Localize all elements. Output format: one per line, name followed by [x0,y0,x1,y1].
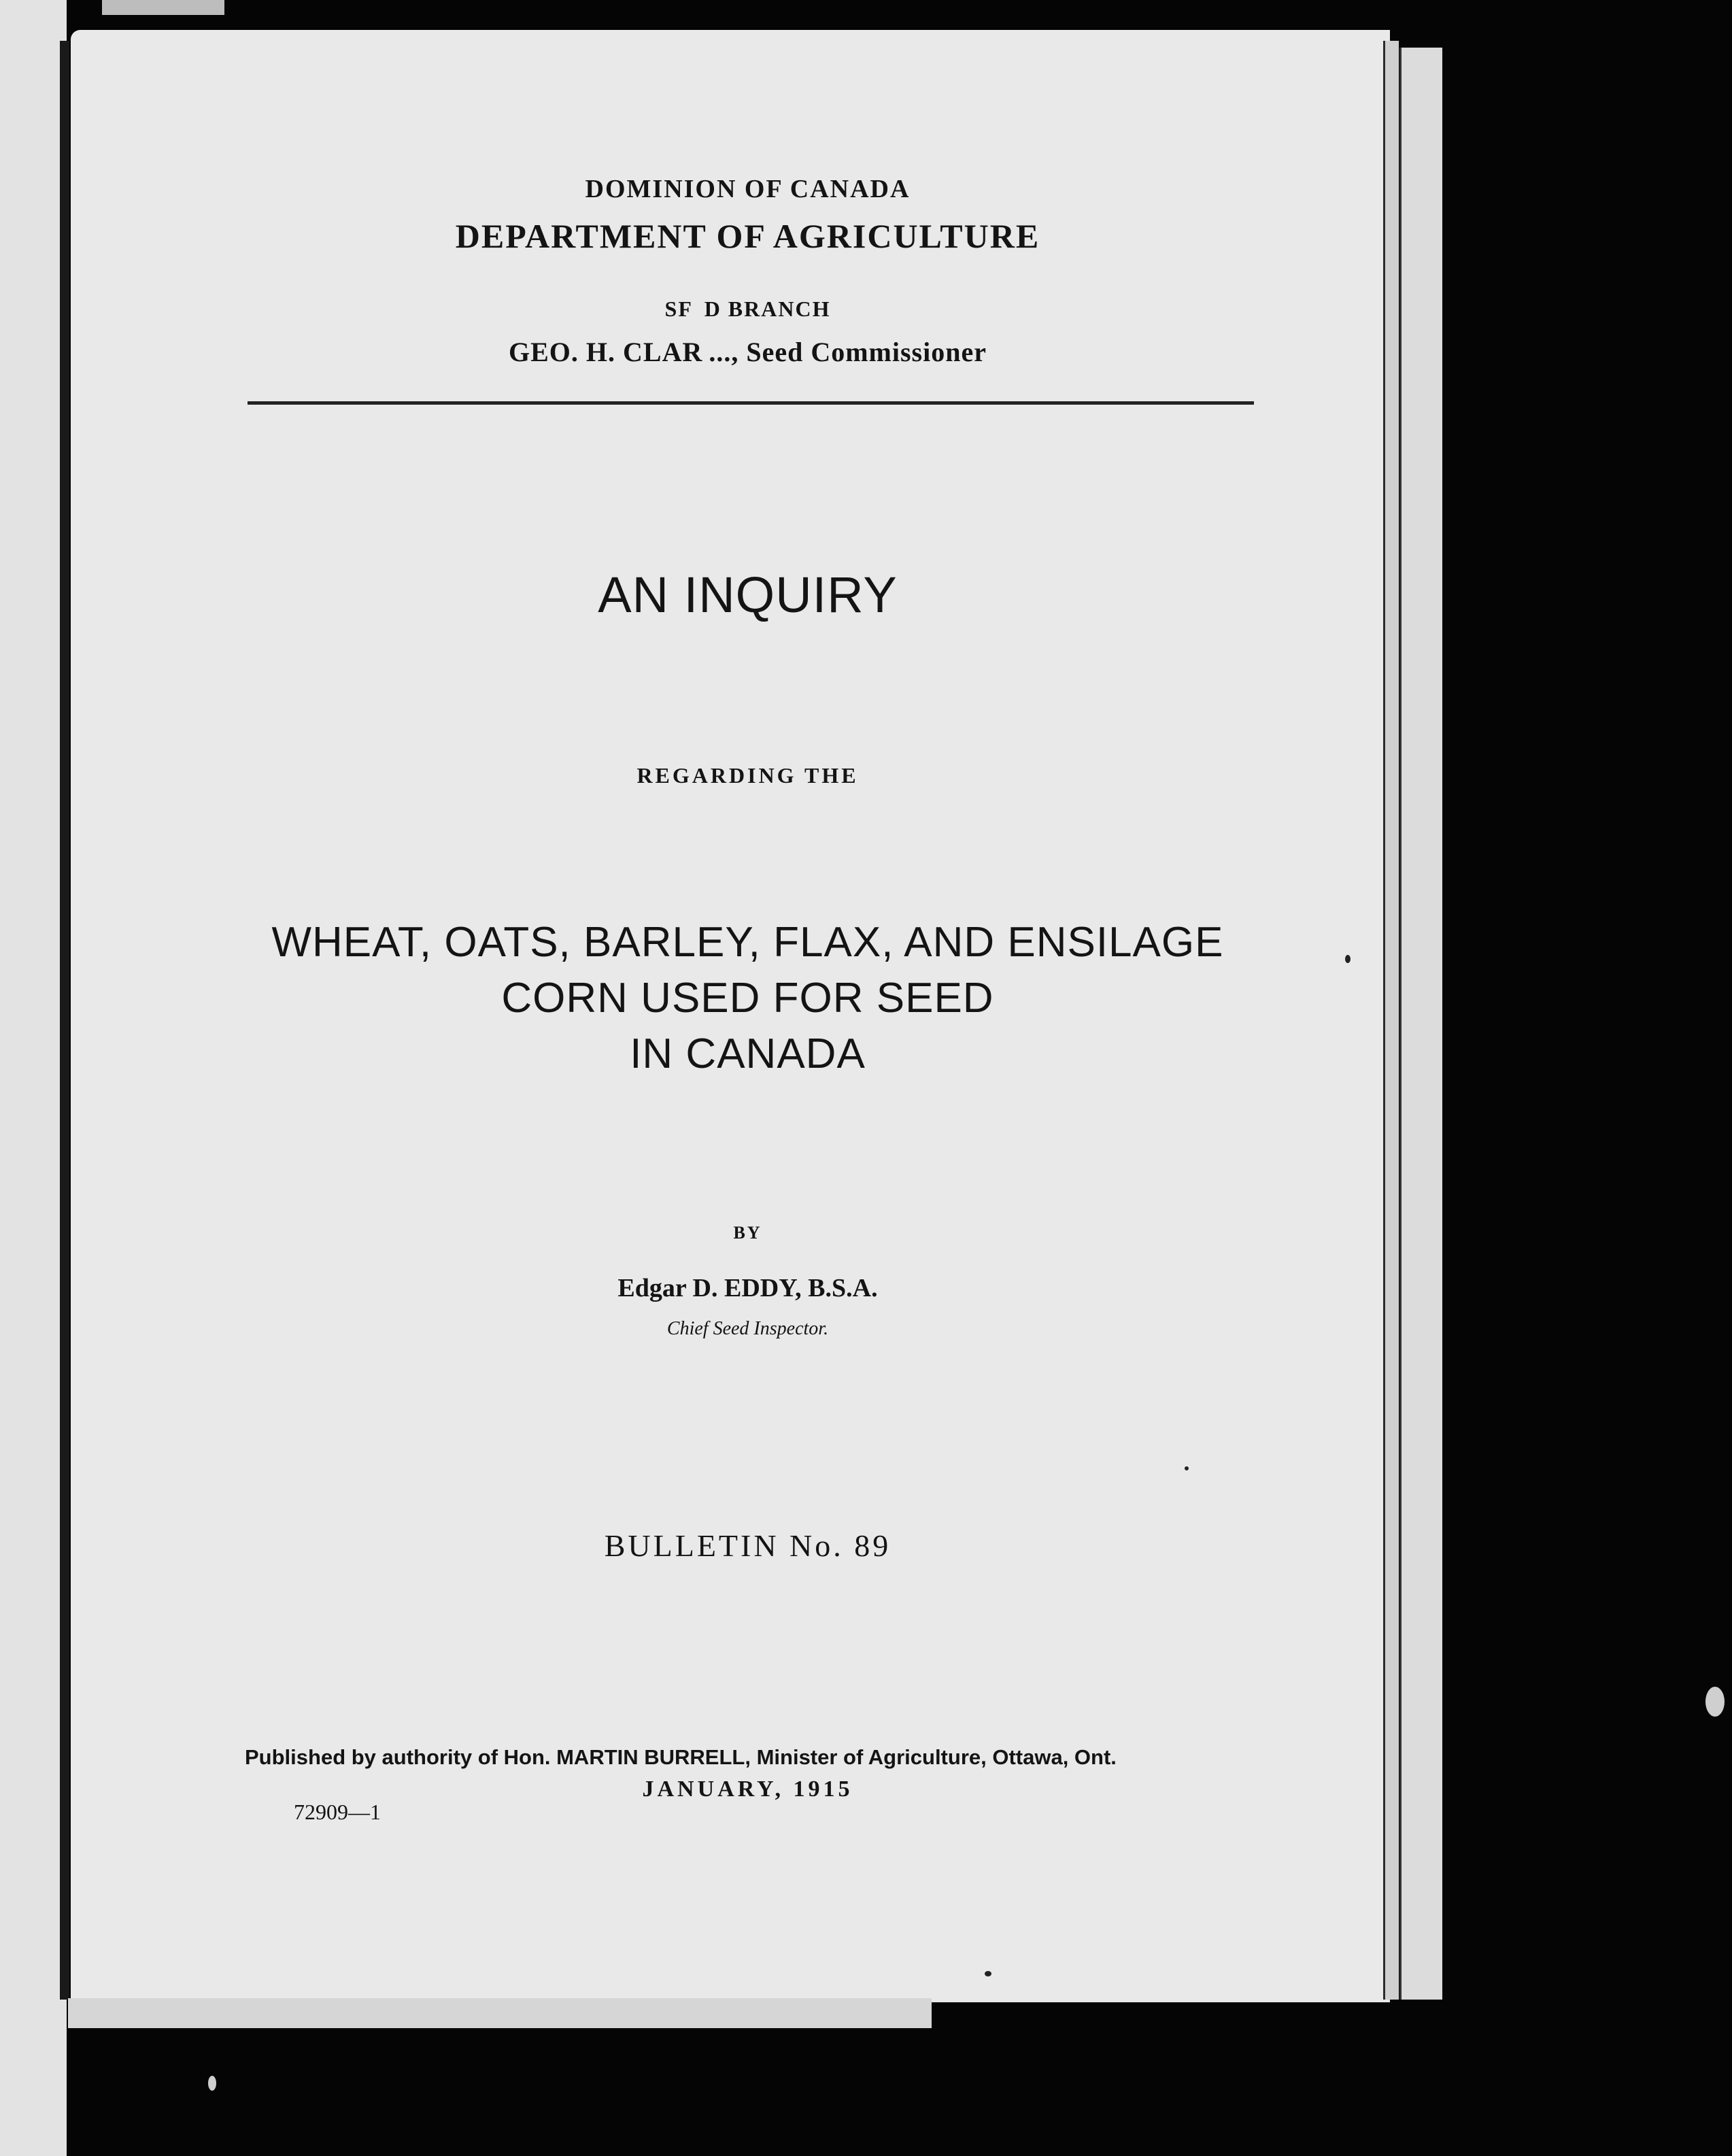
scan-artifact [1705,1687,1725,1717]
print-number: 72909—1 [294,1800,381,1824]
author-title: Chief Seed Inspector. [666,1318,829,1339]
header-country: DOMINION OF CANADA [585,175,911,203]
document-title: AN INQUIRY [598,567,898,623]
page-bottom-edge [68,1998,932,2028]
header-divider [248,401,1254,405]
header-branch: SF D BRANCH [664,297,831,321]
author-name: Edgar D. EDDY, B.S.A. [617,1274,878,1302]
header-department: DEPARTMENT OF AGRICULTURE [455,217,1040,255]
scan-artifact [208,2076,216,2091]
publication-authority: Published by authority of Hon. MARTIN BURRELL, Minister of Agriculture, Ottawa, Ont. [245,1745,1117,1769]
facing-page-edge [0,0,67,2156]
bulletin-number: BULLETIN No. 89 [604,1528,892,1563]
ink-speck [985,1971,991,1976]
regarding-line: REGARDING THE [636,763,859,788]
ink-speck [1185,1466,1189,1470]
publication-date: JANUARY, 1915 [642,1776,853,1802]
ink-speck [1345,955,1351,963]
page-scrap [102,0,224,15]
by-line: BY [733,1223,762,1243]
binding-shadow [60,41,69,2000]
subject-line-3: IN CANADA [630,1030,866,1077]
subject-line-2: CORN USED FOR SEED [501,975,994,1022]
subject-line-1: WHEAT, OATS, BARLEY, FLAX, AND ENSILAGE [271,919,1224,966]
header-commissioner: GEO. H. CLAR ..., Seed Commissioner [508,337,987,367]
